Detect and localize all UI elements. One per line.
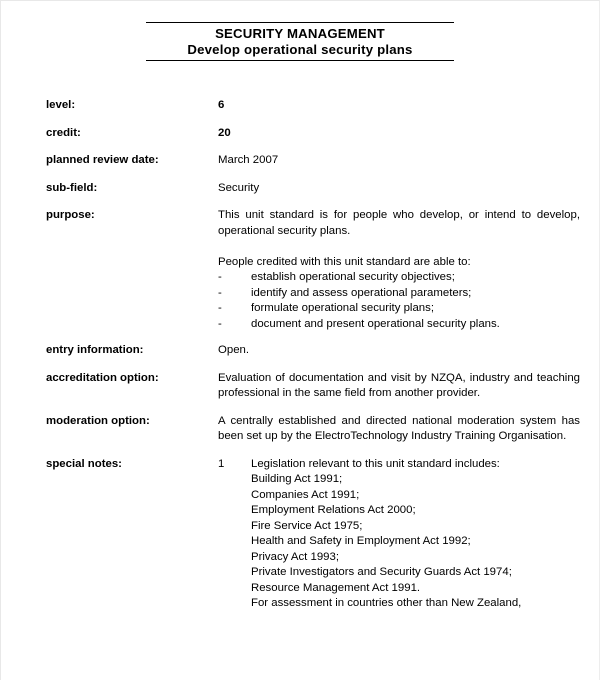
field-label-sub-field: sub-field:	[46, 181, 98, 194]
entry-information-value: Open.	[218, 344, 250, 356]
field-row-moderation-option	[1, 414, 599, 445]
note-continuation-text: For assessment in countries other than New Zealand,	[251, 597, 522, 609]
legislation-item: Employment Relations Act 2000;	[251, 504, 416, 516]
list-item-text: document and present operational security plans.	[251, 317, 500, 330]
list-item-text: identify and assess operational parameters;	[251, 286, 472, 299]
field-label-entry-information: entry information:	[46, 344, 144, 356]
legislation-item: Resource Management Act 1991.	[251, 581, 421, 594]
field-value-accreditation-option	[218, 371, 580, 402]
legislation-item: Private Investigators and Security Guards Act 1974;	[251, 566, 512, 578]
sub-field-value: Security	[218, 181, 260, 194]
note-number: 1	[218, 457, 225, 470]
accreditation-option-value: Evaluation of documentation and visit by NZQA, industry and teaching professional in the same field from another provider.	[218, 371, 580, 399]
field-label-moderation-option: moderation option:	[46, 414, 150, 427]
note-intro-text: Legislation relevant to this unit standard includes:	[251, 457, 500, 470]
field-row-sub-field	[1, 181, 599, 197]
list-item-text: establish operational security objectives;	[251, 271, 455, 283]
field-row-accreditation-option	[1, 371, 599, 402]
field-value-sub-field	[218, 181, 580, 197]
credit-value: 20	[218, 126, 231, 139]
document-subtitle: Develop operational security plans	[187, 41, 413, 57]
field-value-purpose	[218, 208, 580, 332]
field-value-level	[218, 98, 580, 114]
field-label-credit: credit:	[46, 126, 81, 139]
field-row-credit	[1, 126, 599, 142]
field-value-entry-information	[218, 343, 580, 359]
legislation-item: Building Act 1991;	[251, 473, 343, 485]
legislation-item: Fire Service Act 1975;	[251, 519, 363, 532]
field-row-planned-review-date	[1, 153, 599, 169]
document-body	[1, 61, 599, 612]
field-label-accreditation-option: accreditation option:	[46, 371, 159, 384]
field-label-special-notes: special notes:	[46, 457, 122, 470]
field-value-moderation-option	[218, 414, 580, 445]
dash-bullet-icon: -	[218, 317, 222, 330]
list-item	[218, 301, 580, 317]
purpose-intro-text: This unit standard is for people who develop, or intend to develop, operational security plans.	[218, 209, 580, 237]
level-value: 6	[218, 99, 225, 111]
field-row-level	[1, 98, 599, 114]
list-item	[218, 317, 580, 333]
list-item	[218, 270, 580, 286]
moderation-option-value: A centrally established and directed national moderation system has been set up by the ElectroTechnology Industry Training Organisation.	[218, 414, 580, 442]
purpose-outcome-list	[218, 270, 580, 332]
note-body	[251, 457, 580, 612]
document-title: SECURITY MANAGEMENT	[215, 26, 385, 41]
legislation-item: Privacy Act 1993;	[251, 550, 340, 563]
field-row-purpose	[1, 208, 599, 332]
dash-bullet-icon: -	[218, 271, 222, 283]
field-label-purpose: purpose:	[46, 209, 95, 221]
purpose-credited-intro: People credited with this unit standard are able to:	[218, 255, 471, 268]
legislation-item: Health and Safety in Employment Act 1992;	[251, 535, 471, 547]
dash-bullet-icon: -	[218, 286, 222, 299]
field-value-planned-review-date	[218, 153, 580, 169]
list-item	[218, 286, 580, 302]
planned-review-date-value: March 2007	[218, 154, 279, 166]
list-item-text: formulate operational security plans;	[251, 302, 434, 314]
legislation-item: Companies Act 1991;	[251, 488, 360, 501]
field-row-entry-information	[1, 343, 599, 359]
field-label-planned-review-date: planned review date:	[46, 154, 159, 166]
dash-bullet-icon: -	[218, 302, 222, 314]
field-row-special-notes	[1, 457, 599, 612]
special-note-1	[218, 457, 580, 612]
field-value-credit	[218, 126, 580, 142]
field-value-special-notes	[218, 457, 580, 612]
field-label-level: level:	[46, 99, 76, 111]
document-header	[146, 22, 454, 61]
